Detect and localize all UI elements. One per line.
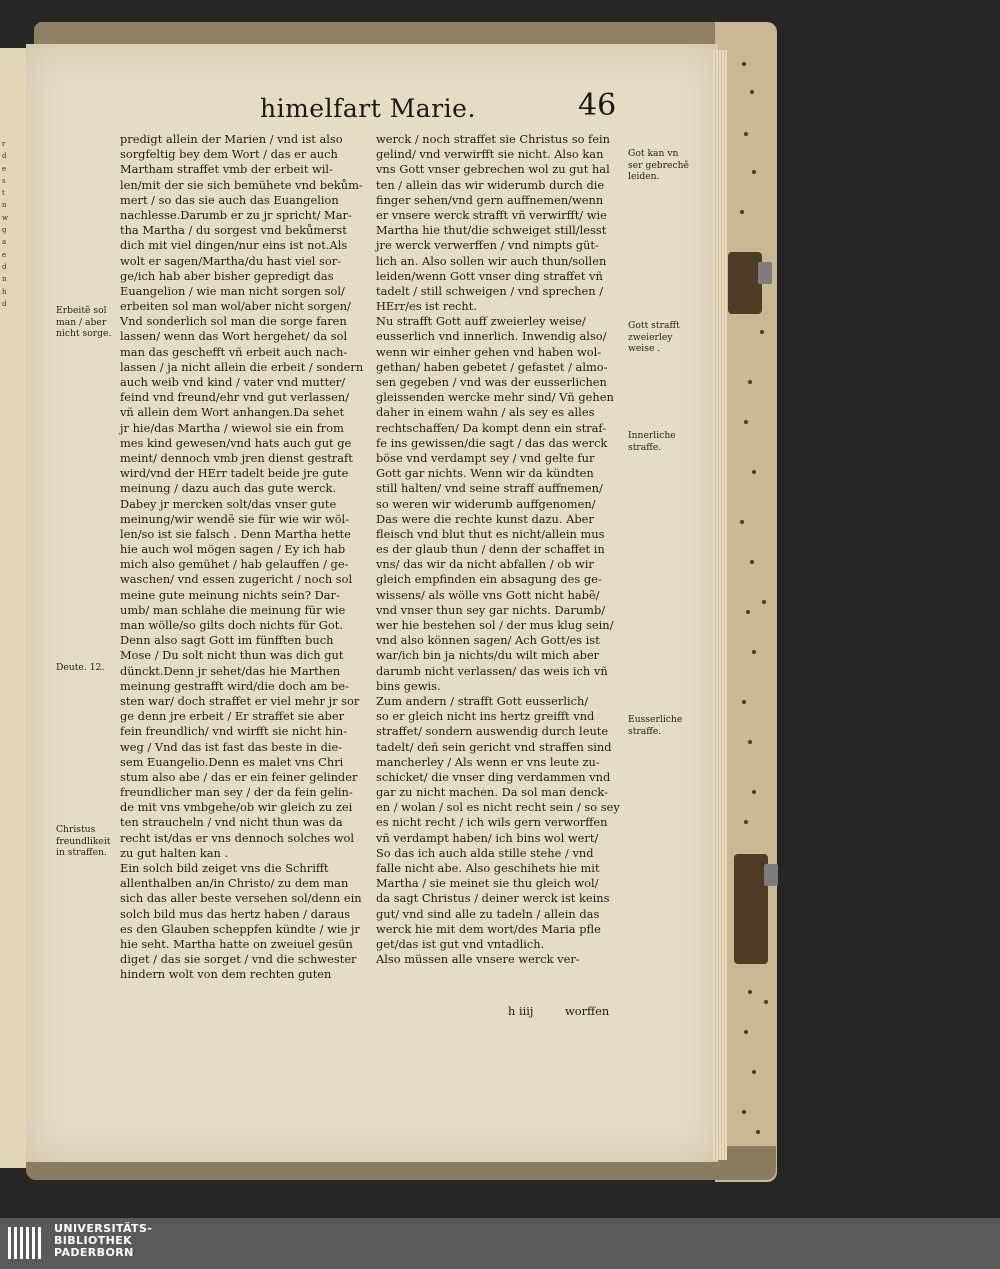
text-line: wird/vnd der HErr tadelt beide jre gute bbox=[120, 466, 349, 481]
text-line: recht ist/das er vns dennoch solches wol bbox=[120, 830, 355, 845]
text-line: er vnsere werck strafft vñ verwirfft/ wie bbox=[376, 207, 607, 222]
text-line: Martham straffet vmb der erbeit wil- bbox=[120, 162, 333, 177]
marginal-note-left bbox=[56, 824, 110, 859]
text-line: Martha hie thut/die schweiget still/lesst bbox=[376, 223, 607, 238]
text-line: Zum andern / strafft Gott eusserlich/ bbox=[376, 693, 589, 708]
text-line: gleich empfinden ein absagung des ge- bbox=[376, 572, 602, 587]
marginal-note-line: Christus bbox=[56, 824, 96, 835]
library-footer bbox=[0, 1218, 1000, 1269]
worm-hole bbox=[748, 740, 752, 744]
text-line: sen gegeben / vnd was der eusserlichen bbox=[376, 375, 607, 389]
text-line: hie auch wol mögen sagen / Ey ich hab bbox=[120, 542, 346, 557]
text-line: stum also abe / das er ein feiner gelinder bbox=[120, 769, 358, 784]
text-line: sich das aller beste versehen sol/denn ein bbox=[120, 891, 362, 906]
text-line: leiden/wenn Gott vnser ding straffet vñ bbox=[376, 268, 603, 283]
marginal-note-line: man / aber bbox=[56, 316, 107, 328]
text-line: solch bild mus das hertz haben / daraus bbox=[120, 906, 351, 921]
marginal-note-line: weise . bbox=[628, 343, 661, 354]
marginal-note-right bbox=[628, 430, 676, 453]
text-line: mert / so das sie auch das Euangelion bbox=[120, 192, 339, 207]
text-line: vns/ das wir da nicht abfallen / ob wir bbox=[376, 557, 594, 572]
text-line: vnd also können sagen/ Ach Gott/es ist bbox=[376, 633, 600, 648]
text-line: finger sehen/vnd gern auffnemen/wenn bbox=[376, 192, 604, 207]
text-line: hindern wolt von dem rechten guten bbox=[120, 967, 332, 982]
library-name-line: BIBLIOTHEK bbox=[54, 1234, 133, 1247]
text-line: böse vnd verdampt sey / vnd gelte fur bbox=[376, 450, 595, 465]
text-line: meinung gestrafft wird/die doch am be- bbox=[120, 678, 349, 693]
text-line: Nu strafft Gott auff zweierley weise/ bbox=[376, 314, 586, 329]
worm-hole bbox=[744, 132, 748, 136]
text-line: jre werck verwerffen / vnd nimpts güt- bbox=[376, 238, 599, 253]
text-line: gelind/ vnd verwirfft sie nicht. Also kan bbox=[376, 147, 604, 162]
text-line: dich mit viel dingen/nur eins ist not.Als bbox=[120, 238, 348, 253]
text-line: ten straucheln / vnd nicht thun was da bbox=[120, 815, 343, 830]
text-line: bins gewis. bbox=[376, 678, 441, 693]
text-line: gar zu nicht machen. Da sol man denck- bbox=[376, 785, 608, 800]
worm-hole bbox=[744, 420, 748, 424]
worm-hole bbox=[752, 1070, 756, 1074]
text-line: es den Glauben scheppfen kündte / wie jr bbox=[120, 921, 360, 936]
text-line: sorgfeltig bey dem Wort / das er auch bbox=[120, 147, 338, 162]
worm-hole bbox=[744, 1030, 748, 1034]
marginal-note-line: in straffen. bbox=[56, 847, 107, 858]
marginal-note-line: Deute. 12. bbox=[56, 662, 105, 673]
text-line: HErr/es ist recht. bbox=[376, 299, 477, 314]
marginal-note-left bbox=[56, 662, 104, 674]
text-line: vnd vnser thun sey gar nichts. Darumb/ bbox=[376, 602, 606, 617]
text-line: werck / noch straffet sie Christus so fein bbox=[376, 132, 610, 146]
library-logo-icon bbox=[8, 1227, 44, 1259]
marginal-note-right bbox=[628, 714, 682, 737]
text-line: man wölle/so gilts doch nichts für Got. bbox=[120, 618, 343, 632]
worm-hole bbox=[742, 1110, 746, 1114]
worm-hole bbox=[740, 210, 744, 214]
text-line: wenn wir einher gehen vnd haben wol- bbox=[376, 344, 602, 359]
text-line: sem Euangelio.Denn es malet vns Chri bbox=[120, 754, 344, 769]
text-line: Dabey jr mercken solt/das vnser gute bbox=[120, 496, 337, 511]
text-line: eusserlich vnd innerlich. Inwendig also/ bbox=[376, 329, 607, 344]
worm-hole bbox=[752, 170, 756, 174]
text-line: umb/ man schlahe die meinung für wie bbox=[120, 602, 346, 617]
text-line: fleisch vnd blut thut es nicht/allein mus bbox=[376, 526, 605, 541]
text-line: freundlicher man sey / der da fein gelin- bbox=[120, 785, 353, 800]
text-line: tha Martha / du sorgest vnd bekůmerst bbox=[120, 223, 347, 238]
page-edges bbox=[713, 50, 727, 1160]
text-line: weg / Vnd das ist fast das beste in die- bbox=[120, 739, 343, 754]
text-line: mancherley / Als wenn er vns leute zu- bbox=[376, 754, 600, 769]
text-line: dünckt.Denn jr sehet/das hie Marthen bbox=[120, 663, 341, 678]
text-line: predigt allein der Marien / vnd ist also bbox=[120, 132, 343, 146]
marginal-note-left bbox=[56, 305, 111, 340]
worm-hole bbox=[740, 520, 744, 524]
text-line: de mit vns vmbgehe/ob wir gleich zu zei bbox=[120, 800, 353, 815]
text-line: es nicht recht / ich wils gern verworffen bbox=[376, 815, 608, 830]
text-line: ge denn jre erbeit / Er straffet sie aber bbox=[120, 709, 345, 724]
text-line: straffet/ sondern auswendig durch leute bbox=[376, 724, 609, 739]
text-line: sten war/ doch straffet er viel mehr jr sor bbox=[120, 693, 360, 708]
text-line: darumb nicht verlassen/ das weis ich vñ bbox=[376, 663, 608, 678]
worm-hole bbox=[752, 790, 756, 794]
catchword: worffen bbox=[565, 1004, 610, 1018]
text-line: nachlesse.Darumb er zu jr spricht/ Mar- bbox=[120, 207, 352, 222]
worm-hole bbox=[744, 820, 748, 824]
text-column-right bbox=[376, 132, 622, 967]
signature-mark: h iiij bbox=[508, 1004, 534, 1018]
text-line: waschen/ vnd essen zugericht / noch sol bbox=[120, 572, 353, 587]
marginal-note-line: leiden. bbox=[628, 171, 660, 182]
text-line: wissens/ als wölle vns Gott nicht habẽ/ bbox=[376, 587, 600, 602]
worm-hole bbox=[756, 1130, 760, 1134]
text-line: auch weib vnd kind / vater vnd mutter/ bbox=[120, 375, 346, 389]
text-line: len/mit der sie sich bemühete vnd bekům- bbox=[120, 177, 363, 192]
library-name bbox=[54, 1223, 152, 1259]
marginal-note-right bbox=[628, 148, 689, 183]
text-line: fein freundlich/ vnd wirfft sie nicht hin- bbox=[120, 724, 348, 739]
text-line: meine gute meinung nichts sein? Dar- bbox=[120, 587, 340, 602]
worm-hole bbox=[748, 380, 752, 384]
text-line: mes kind gewesen/vnd hats auch gut ge bbox=[120, 435, 352, 450]
text-column-left bbox=[120, 132, 364, 983]
text-line: wolt er sagen/Martha/du hast viel sor- bbox=[120, 253, 342, 268]
facing-page-text: r d e s t n w g a e d n h d bbox=[2, 140, 8, 308]
text-line: Martha / sie meinet sie thu gleich wol/ bbox=[376, 876, 599, 891]
marginal-note-line: straffe. bbox=[628, 725, 662, 737]
text-line: feind vnd freund/ehr vnd gut verlassen/ bbox=[120, 390, 350, 405]
text-line: erbeiten sol man wol/aber nicht sorgen/ bbox=[120, 299, 351, 314]
text-line: lassen/ wenn das Wort hergehet/ da sol bbox=[120, 329, 348, 344]
text-line: allenthalben an/in Christo/ zu dem man bbox=[120, 876, 349, 891]
text-line: gethan/ haben gebetet / gefastet / almo- bbox=[376, 359, 608, 374]
text-line: Vnd sonderlich sol man die sorge faren bbox=[120, 314, 347, 329]
text-line: wer hie bestehen sol / der mus klug sein/ bbox=[376, 618, 614, 632]
text-line: diget / das sie sorget / vnd die schwester bbox=[120, 952, 357, 967]
worm-hole bbox=[750, 560, 754, 564]
text-line: vns Gott vnser gebrechen wol zu gut hal bbox=[376, 162, 610, 177]
text-line: gut/ vnd sind alle zu tadeln / allein das bbox=[376, 906, 600, 921]
text-line: falle nicht abe. Also geschihets hie mit bbox=[376, 861, 600, 875]
text-line: da sagt Christus / deiner werck ist keins bbox=[376, 891, 610, 906]
text-line: war/ich bin ja nichts/du wilt mich aber bbox=[376, 648, 600, 663]
text-line: rechtschaffen/ Da kompt denn ein straf- bbox=[376, 420, 607, 435]
text-line: Euangelion / wie man nicht sorgen sol/ bbox=[120, 283, 345, 298]
library-name-line: PADERBORN bbox=[54, 1246, 134, 1259]
marginal-note-line: Erbeitẽ sol bbox=[56, 305, 107, 316]
text-line: Ein solch bild zeiget vns die Schrifft bbox=[120, 861, 329, 875]
clasp-upper bbox=[728, 252, 762, 314]
text-line: vñ verdampt haben/ ich bins wol wert/ bbox=[376, 830, 599, 845]
worm-hole bbox=[762, 600, 766, 604]
text-line: lassen / ja nicht allein die erbeit / sondern bbox=[120, 359, 364, 374]
text-line: Denn also sagt Gott im fünfften buch bbox=[120, 633, 334, 648]
text-line: still halten/ vnd seine straff auffnemen/ bbox=[376, 481, 603, 496]
text-line: mich also gemühet / hab gelauffen / ge- bbox=[120, 557, 349, 572]
marginal-note-line: freundlikeit bbox=[56, 835, 111, 847]
text-line: ten / allein das wir widerumb durch die bbox=[376, 177, 605, 192]
marginal-note-line: Eusserliche bbox=[628, 714, 683, 725]
worm-hole bbox=[752, 470, 756, 474]
marginal-note-line: straffe. bbox=[628, 441, 662, 453]
worm-hole bbox=[758, 900, 762, 904]
worm-hole bbox=[752, 650, 756, 654]
worm-hole bbox=[742, 62, 746, 66]
folio-number: 46 bbox=[578, 88, 617, 123]
text-line: en / wolan / sol es nicht recht sein / so sey bbox=[376, 800, 620, 815]
text-line: Gott gar nichts. Wenn wir da kündten bbox=[376, 466, 594, 481]
text-line: man das geschefft vñ erbeit auch nach- bbox=[120, 344, 348, 359]
text-line: Mose / Du solt nicht thun was dich gut bbox=[120, 648, 344, 663]
worm-hole bbox=[746, 610, 750, 614]
text-line: Das were die rechte kunst dazu. Aber bbox=[376, 511, 594, 526]
worm-hole bbox=[750, 90, 754, 94]
worm-hole bbox=[742, 700, 746, 704]
text-line: meinung/wir wendẽ sie für wie wir wöl- bbox=[120, 511, 350, 526]
worm-hole bbox=[748, 990, 752, 994]
clasp-lower bbox=[734, 854, 768, 964]
text-line: zu gut halten kan . bbox=[120, 845, 229, 860]
marginal-note-line: ser gebrechẽ bbox=[628, 159, 689, 171]
text-line: tadelt/ deñ sein gericht vnd straffen sind bbox=[376, 739, 612, 754]
text-line: so weren wir widerumb auffgenomen/ bbox=[376, 496, 596, 511]
text-line: So das ich auch alda stille stehe / vnd bbox=[376, 845, 594, 860]
text-line: tadelt / still schweigen / vnd sprechen / bbox=[376, 283, 604, 298]
marginal-note-right bbox=[628, 320, 680, 355]
text-line: vñ allein dem Wort anhangen.Da sehet bbox=[120, 405, 345, 420]
text-line: get/das ist gut vnd vntadlich. bbox=[376, 936, 545, 951]
text-line: len/so ist sie falsch . Denn Martha hette bbox=[120, 526, 351, 541]
marginal-note-line: nicht sorge. bbox=[56, 328, 112, 339]
text-line: lich an. Also sollen wir auch thun/sollen bbox=[376, 253, 607, 268]
text-line: es der glaub thun / denn der schaffet in bbox=[376, 542, 605, 557]
text-line: meinung / dazu auch das gute werck. bbox=[120, 481, 337, 496]
marginal-note-line: Got kan vn bbox=[628, 148, 679, 159]
text-line: werck hie mit dem wort/des Maria pfle bbox=[376, 921, 601, 936]
text-line: so er gleich nicht ins hertz greifft vnd bbox=[376, 709, 595, 724]
text-line: Also müssen alle vnsere werck ver- bbox=[376, 952, 580, 967]
worm-hole bbox=[764, 1000, 768, 1004]
running-head: himelfart Marie. bbox=[260, 94, 476, 123]
marginal-note-line: Gott strafft bbox=[628, 320, 680, 331]
text-line: fe ins gewissen/die sagt / das das werck bbox=[376, 435, 608, 450]
marginal-note-line: Innerliche bbox=[628, 430, 676, 441]
marginal-note-line: zweierley bbox=[628, 331, 673, 343]
text-line: hie seht. Martha hatte on zweiuel gesün bbox=[120, 936, 353, 951]
text-line: schicket/ die vnser ding verdammen vnd bbox=[376, 769, 611, 784]
text-line: meint/ dennoch vmb jren dienst gestraft bbox=[120, 450, 353, 465]
worm-hole bbox=[760, 330, 764, 334]
text-line: jr hie/das Martha / wiewol sie ein from bbox=[120, 420, 344, 435]
text-line: ge/ich hab aber bisher gepredigt das bbox=[120, 268, 334, 283]
text-line: daher in einem wahn / als sey es alles bbox=[376, 405, 595, 420]
text-line: gleissenden wercke mehr sind/ Vñ gehen bbox=[376, 390, 614, 405]
library-name-line: UNIVERSITÄTS- bbox=[54, 1222, 153, 1235]
